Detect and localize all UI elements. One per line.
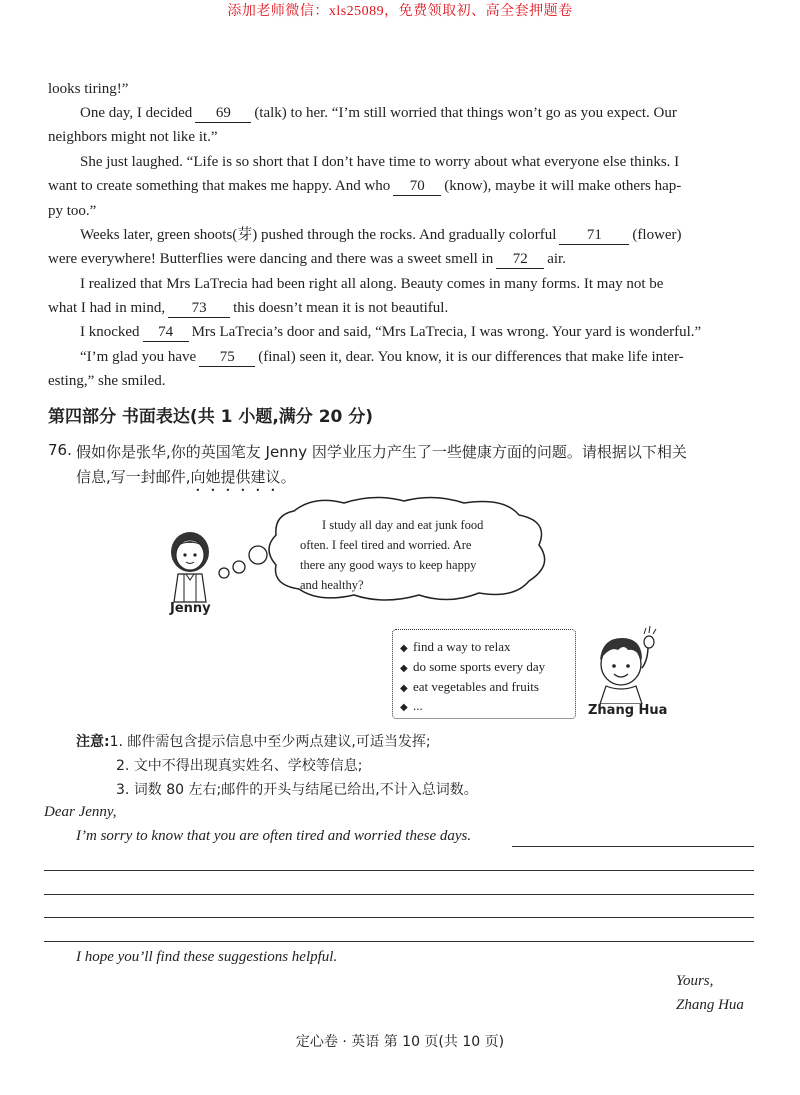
blank-70[interactable]: 70 bbox=[393, 177, 441, 196]
passage-line: neighbors might not like it.” bbox=[48, 129, 218, 145]
tips-box bbox=[392, 629, 576, 719]
answer-line[interactable] bbox=[44, 941, 754, 942]
letter-greeting: Dear Jenny, bbox=[44, 804, 117, 820]
bullet-icon: ◆ bbox=[400, 683, 408, 694]
bubble-line: often. I feel tired and worried. Are bbox=[300, 538, 472, 552]
blank-73[interactable]: 73 bbox=[168, 299, 230, 318]
letter-opening: I’m sorry to know that you are often tired and worried these days. bbox=[76, 828, 472, 844]
letter-signoff: Yours, bbox=[676, 973, 714, 989]
passage-line: “I’m glad you have 75 (final) seen it, dear. You know, it is our differences that make life inter- bbox=[80, 349, 684, 365]
passage-line: I realized that Mrs LaTrecia had been right all along. Beauty comes in many forms. It may not be bbox=[80, 276, 664, 292]
zhang-hua-illustration bbox=[586, 624, 666, 704]
bullet-icon: ◆ bbox=[400, 702, 408, 713]
tip-item: ◆ eat vegetables and fruits bbox=[400, 677, 539, 699]
letter-closing: I hope you’ll find these suggestions helpful. bbox=[76, 949, 338, 965]
passage-line: what I had in mind, 73 this doesn’t mean it is not beautiful. bbox=[48, 300, 449, 316]
question-prompt-line2: 信息,写一封邮件,向她提供建议。 bbox=[76, 468, 296, 486]
zhang-hua-label: Zhang Hua bbox=[588, 703, 668, 718]
passage-line: Weeks later, green shoots(芽) pushed through the rocks. And gradually colorful 71 (flower) bbox=[80, 227, 682, 243]
answer-line[interactable] bbox=[44, 894, 754, 895]
passage-line: looks tiring!” bbox=[48, 81, 129, 97]
blank-75[interactable]: 75 bbox=[199, 348, 255, 367]
notes-line1: 注意:1. 邮件需包含提示信息中至少两点建议,可适当发挥; bbox=[76, 734, 431, 750]
question-prompt-line1: 假如你是张华,你的英国笔友 Jenny 因学业压力产生了一些健康方面的问题。请根据以下相关 bbox=[76, 443, 687, 461]
notes-line2: 2. 文中不得出现真实姓名、学校等信息; bbox=[116, 758, 363, 774]
jenny-label: Jenny bbox=[170, 601, 211, 616]
passage-line: I knocked 74 Mrs LaTrecia’s door and said, “Mrs LaTrecia, I was wrong. Your yard is wonderful.” bbox=[80, 324, 702, 340]
notes-line3: 3. 词数 80 左右;邮件的开头与结尾已给出,不计入总词数。 bbox=[116, 782, 478, 798]
jenny-illustration bbox=[160, 528, 220, 606]
passage-line: py too.” bbox=[48, 203, 97, 219]
passage-line: want to create something that makes me happy. And who 70 (know), maybe it will make others hap- bbox=[48, 178, 682, 194]
question-number: 76. bbox=[48, 441, 72, 459]
passage-line: esting,” she smiled. bbox=[48, 373, 166, 389]
bubble-line: there any good ways to keep happy bbox=[300, 558, 477, 572]
watermark: 添加老师微信：xls25089，免费领取初、高全套押题卷 bbox=[227, 4, 573, 19]
passage-line: One day, I decided 69 (talk) to her. “I’m still worried that things won’t go as you expect. Our bbox=[80, 105, 677, 121]
bullet-icon: ◆ bbox=[400, 643, 408, 654]
blank-69[interactable]: 69 bbox=[195, 104, 251, 123]
passage-line: She just laughed. “Life is so short that I don’t have time to worry about what everyone else thinks. I bbox=[80, 154, 680, 170]
answer-line[interactable] bbox=[44, 870, 754, 871]
tip-item: ◆ do some sports every day bbox=[400, 657, 545, 679]
answer-line[interactable] bbox=[44, 917, 754, 918]
tip-item: ◆ find a way to relax bbox=[400, 637, 510, 659]
passage-line: were everywhere! Butterflies were dancing and there was a sweet smell in 72 air. bbox=[48, 251, 566, 267]
section-title: 第四部分 书面表达(共 1 小题,满分 20 分) bbox=[48, 407, 374, 427]
bullet-icon: ◆ bbox=[400, 663, 408, 674]
bubble-line: and healthy? bbox=[300, 578, 364, 592]
thought-bubble-text bbox=[300, 515, 536, 595]
answer-line[interactable] bbox=[512, 846, 754, 847]
blank-72[interactable]: 72 bbox=[496, 250, 544, 269]
tip-item: ◆ ... bbox=[400, 696, 423, 718]
emphasis-text: 向她提供建议 bbox=[190, 468, 281, 486]
letter-signature: Zhang Hua bbox=[676, 997, 744, 1013]
blank-71[interactable]: 71 bbox=[559, 226, 629, 245]
page-footer: 定心卷 · 英语 第 10 页(共 10 页) bbox=[295, 1034, 505, 1050]
blank-74[interactable]: 74 bbox=[143, 323, 189, 342]
bubble-line: I study all day and eat junk food bbox=[322, 518, 484, 532]
